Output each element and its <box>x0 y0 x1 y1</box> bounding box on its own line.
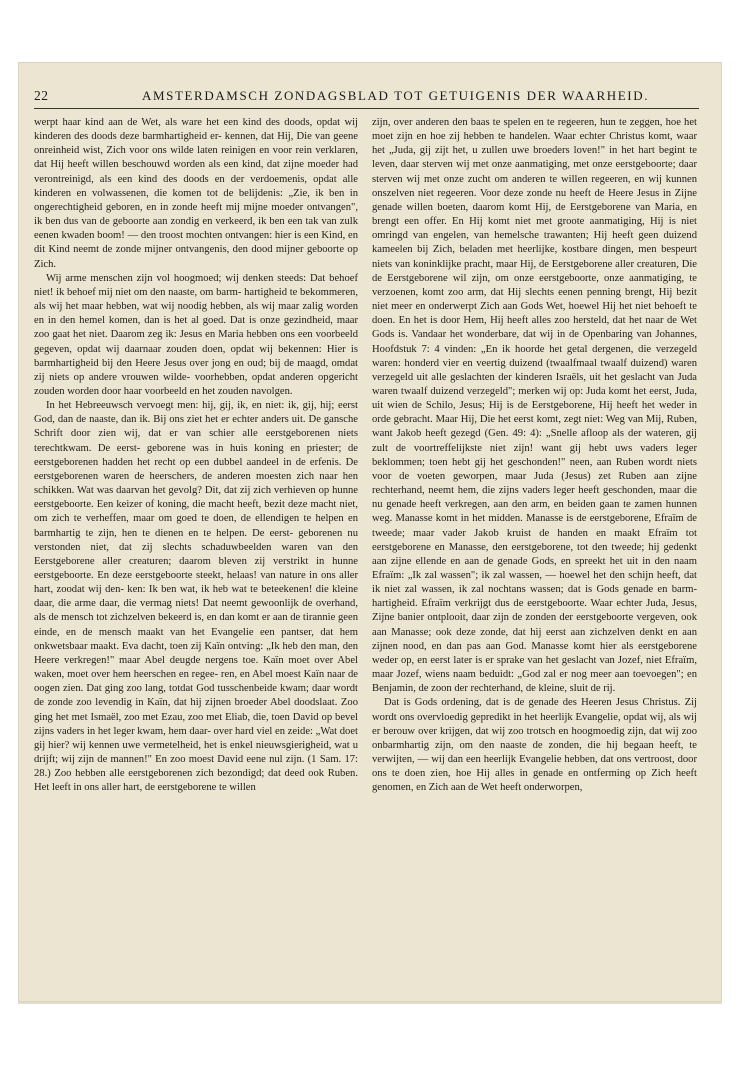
page-bottom-edge <box>18 1002 722 1004</box>
page-header <box>34 88 694 106</box>
paragraph: werpt haar kind aan de Wet, als ware het een kind des doods, opdat wij kinderen des doods deze barmhartigheid er- kennen, dat Hij, Die van geene onreinheid wist, Zich voor ons wilde laten reinigen en voor rein verklaren, dat Hij heeft willen beschouwd worden als een kind, dat zijne moeder had verontreinigd, als een kind des doods en der verdoemenis, opdat alle kinderen en volwassenen, die komen tot de belijdenis: „Zie, ik ben in ongerechtigheid geboren, en in zonde heeft mij mijne moeder ontvangen", ik ben dus van de geboorte aan zondig en verkeerd, ik ben een tak van zulk eenen kwaden boom! — den troost mochten ontvangen: hier is een Kind, en dit Kind neemt de zonde mijner ontvangenis, den dood mijner geboorte op Zich. <box>34 117 358 270</box>
left-column <box>34 116 358 796</box>
newspaper-page <box>18 62 722 1002</box>
running-title: AMSTERDAMSCH ZONDAGSBLAD TOT GETUIGENIS DER WAARHEID. <box>142 88 650 103</box>
paragraph: zijn, over anderen den baas te spelen en te regeeren, hun te zeggen, hoe het moet zijn en hoe zij hebben te handelen. Waar echter Christus komt, waar het „Juda, gij zijt het, u zullen uwe broeders loven!" in het hart begint te leven, daar sterven wij met onze aanmatiging, met onze eerstgeboorte; daar sterven wij met onze zucht om anderen te willen regeeren, en wij kunnen onszelven niet regeeren. Voor deze zonde nu heeft de Heere Jesus in Zijne genade willen boeten, daarom komt Hij, de Eerstgeborene van Maria, en brengt een offer. En Hij komt niet met groote aanmatiging, Hij is niet omringd van engelen, van hemelsche trawanten; Hij heeft geen duizend kameelen bij Zich, beladen met heerlijke, kostbare dingen, men bespeurt niets van koninklijke pracht, maar Hij, de Eerstgeborene aller creaturen, Die de Eerstgeborene wil zijn, om onze eerstgeboorte, onze aanmatiging, te verzoenen, komt zoo arm, dat Hij slechts eenen penning brengt, Hij bezit niet meer en onderwerpt Zich aan Gods Wet, hoewel Hij het niet behoeft te doen. En het is door Hem, Hij heeft alles zoo hersteld, dat het naar de Wet Gods is. Vandaar het wonderbare, dat wij in de Openbaring van Johannes, Hoofdstuk 7: 4 vinden: „En ik hoorde het getal dergenen, die verzegeld waren: honderd vier en veertig duizend (twaalfmaal twaalf duizend) waren verzegeld uit alle geslachten der kinderen Israëls, uit het geslacht van Juda waren twaalf duizend verzegeld"; merken wij op: Juda komt het eerst, Juda, uit wien de Schilo, Jesus; Hij is de Eerstgeborene, Hij heeft het weder in orde gebracht. Maar Hij, Die het eerst komt, zegt niet: Weg van Mij, Ruben, want Jakob heeft gezegd (Gen. 49: 4): „Snelle afloop als der wateren, gij zult de voortreffelijkste niet zijn! want gij hebt uws vaders leger beklommen; toen hebt gij het geschonden!" neen, aan Ruben wordt niets voor de voeten geworpen, maar Juda (Jesus) zet Ruben aan zijne rechterhand, neemt hem, die zijns vaders leger heeft geschonden, maar die nu genade heeft verkregen, aan den arm, en beiden gaan te zamen hunnen weg. Manasse komt in het midden. Manasse is de eerstgeborene, Efraïm de tweede; maar vader Jakob kruist de handen en maakt Efraïm tot eerstgeborene en Manasse, den eerstgeborene, tot den tweede; hij gedenkt aan zijne ellende en aan de genade Gods, en spreekt het uit in den naam Efraïm: „Ik zal wassen"; ik zal wassen, — hoewel het den schijn heeft, dat ik niet zal wassen, ik zal nochtans wassen; dat is Gods genade en barm- hartigheid. Efraïm verkrijgt dus de eerstgeboorte. Waar echter Juda, Jesus, Zijne banier ontplooit, daar zijn de zonden der eerstgeboorte vergeven, ook aan Manasse; ook deze zonde, dat hij eerst aan zichzelven denkt en aan zijnen nood, en dan pas aan God. Manasse komt hier als eerstgeborene weder op, en eerst later is er sprake van het geslacht van Jozef, niet Efraïm, maar Jozef, wiens naam beduidt: „God zal er nog meer aan toevoegen"; en Benjamin, de zoon der rechterhand, de kleine, sluit de rij. <box>372 117 697 695</box>
paragraph: In het Hebreeuwsch vervoegt men: hij, gij, ik, en niet: ik, gij, hij; eerst God, dan de naaste, dan ik. Bij ons ziet het er echter anders uit. De gansche Schrift door zien wij, dat er van schier alle eerstgeborenen niets terechtkwam. De eerst- geborene was in huis koning en priester; de eerstgeborenen hadden het recht op een dubbel aandeel in de erfenis. De eerstgeborenen waren de heerschers, de anderen moesten zich naar hen schikken. Wat was daarvan het gevolg? Dit, dat zij zich verhieven op hunne eerstgeboorte. Een keizer of koning, die macht heeft, bezit deze macht niet, om zich te verheffen, maar om goed te doen, de ellendigen te helpen en barmhartig te zijn, hen te dienen en te helpen. De eerst- geborenen nu verstonden niet, dat zij slechts schaduwbeelden waren van den Eerstgeborene aller creaturen; daarom bleven zij verstrikt in hunne eerstgeboorte. En deze eerstgeboorte steekt, helaas! van nature in ons aller hart, zoodat wij den- ken: Ik ben wat, ik heb wat te beteekenen! die kleine daar, die arme daar, die vermag niets! Dat neemt gewoonlijk de overhand, als de mensch tot zichzelven bekeerd is, en dan komt er aan de tirannie geen einde, en de mensch maakt van het Evangelie een pantser, dat hem onkwetsbaar maakt. Eva dacht, toen zij Kaïn ontving: „Ik heb den man, den Heere verkregen!" maar Abel deugde nergens toe. Kaïn moet over Abel waken, moet over hem heerschen en regee- ren, en Abel moest Kaïn naar de oogen zien. Dat ging zoo lang, totdat God tusschenbeide kwam; daar wordt de zonde zoo levendig in Kaïn, dat hij zijnen broeder Abel doodslaat. Zoo ging het met Ismaël, zoo met Ezau, zoo met Eliab, die, toen David op bevel zijns vaders in het leger kwam, hem daar- over hard viel en zeide: „Wat doet gij hier? wij kennen uwe vermetelheid, het is enkel nieuwsgierigheid, wat u drijft; wij zijn de mannen!" En zoo moest David eene nul zijn. (1 Sam. 17: 28.) Zoo hebben alle eerstgeborenen zich bezondigd; dat deed ook Ruben. Het leeft in ons aller hart, de eerstgeborene te willen <box>34 400 358 794</box>
right-column <box>372 116 697 796</box>
paragraph: Wij arme menschen zijn vol hoogmoed; wij denken steeds: Dat behoef niet! ik behoef mij niet om den naaste, om barm- hartigheid te bekommeren, als wij het maar hebben, wat wij noodig hebben, als wij maar zalig worden en in den hemel komen, dan is het al goed. Dat is onze gezindheid, maar zoo gaat het niet. Daarom zeg ik: Jesus en Maria hebben ons een voorbeeld gegeven, opdat wij daarnaar zouden doen, opdat wij bekennen: Hier is barmhartigheid bij den Heere Jesus over jong en oud; bij de maagd, omdat zij niets op andere vrouwen wilde- voorhebben, opdat anderen opgericht zouden worden door haar voorbeeld en het zouden navolgen. <box>34 272 358 397</box>
header-rule <box>34 108 699 109</box>
paragraph: Dat is Gods ordening, dat is de genade des Heeren Jesus Christus. Zij wordt ons overvloedig gepredikt in het heerlijk Evangelie, opdat wij, als wij er berouw over krijgen, dat wij zoo trotsch en hoogmoedig zijn, dat wij zoo onbarmhartig zijn, om den naaste de zonden, die hij begaan heeft, te verwijten, — wij dan een heerlijk Evangelie hebben, dat ons vertroost, door ons te doen zien, hoe Hij alles in genade en ontferming op Zich heeft genomen, en Zich aan de Wet heeft onderworpen, <box>372 697 697 794</box>
page-number: 22 <box>34 88 49 103</box>
